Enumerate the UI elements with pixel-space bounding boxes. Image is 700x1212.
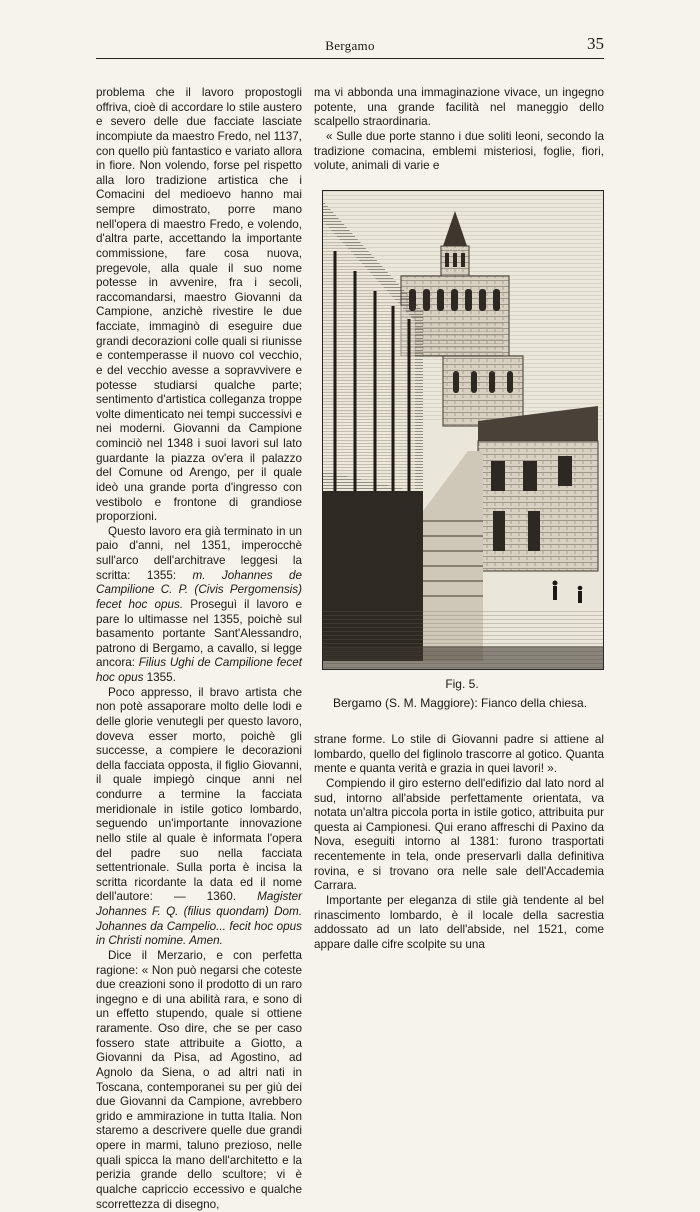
text-run: Questo lavoro era già terminato in un paio d'anni, nel 1351, imperocchè sull'arco dell'architrave leggesi la scritta: 1355:	[96, 524, 302, 582]
running-title: Bergamo	[325, 38, 375, 53]
latin-inscription: Filius Ughi de Campilione fecet hoc opus	[96, 656, 302, 684]
paragraph	[96, 525, 302, 686]
latin-inscription: Magister Johannes F. Q. (filius quondam) Dom. Johannes da Campelio... fecit hoc opus in Christi nomine. Amen.	[96, 890, 302, 948]
text-run: Proseguì il lavoro e pare lo ultimasse nel 1355, poichè sul basamento portante Sant'Alessandro, patrono di Bergamo, a cavallo, si legge ancora:	[96, 597, 302, 670]
figure-number: Fig. 5.	[445, 677, 479, 691]
paragraph	[96, 686, 302, 949]
left-column	[96, 86, 302, 1211]
paragraph: Compiendo il giro esterno dell'edifizio dal lato nord al sud, intorno all'abside perfettamente orientata, va notata un'altra piccola porta in istile gotico, attribuita pur questa ai Campionesi. Qui erano affreschi di Paxino da Nova, eseguiti intorno al 1381: furono trasportati recentemente in tela, onde preservarli dalla definitiva rovina, e si trovano ora nelle sale dell'Accademia Carrara.	[314, 776, 604, 893]
paragraph: Importante per eleganza di stile già tendente al bel rinascimento lombardo, è il locale della sacrestia addossato ad un lato dell'abside, nel 1521, come appare dalle cifre scolpite su una	[314, 893, 604, 951]
engraving-illustration	[323, 191, 603, 669]
latin-inscription: m. Johannes de Campilione C. P. (Civis Pergomensis) fecet hoc opus.	[96, 568, 302, 611]
paragraph: strane forme. Lo stile di Giovanni padre si attiene al lombardo, quello del figlinolo trascorre al gotico. Quanta mente e quanta verità e grazia in quei lavori! ».	[314, 733, 604, 776]
right-column-bottom	[314, 733, 604, 952]
text-run: Poco appresso, il bravo artista che non potè assaporare molto delle lodi e delle glorie venutegli per questo lavoro, doveva esser morto, poichè gli successe, a compiere le decorazioni della facciata opposta, il figlio Giovanni, il quale impiegò cinque anni nel condurre a termine la facciata meridionale in istile gotico lombardo, seguendo un'importante innovazione nello stile al quale è informata l'opera del padre suo nella facciata settentrionale. Sulla porta è incisa la scritta ricordante la data ed il nome dell'autore: — 1360.	[96, 685, 302, 904]
page-number: 35	[587, 34, 604, 53]
right-column-top	[314, 86, 604, 174]
church-engraving	[322, 190, 604, 670]
text-run: 1355.	[143, 671, 176, 684]
paragraph: problema che il lavoro propostogli offriva, cioè di accordare lo stile austero e severo delle due facciate lasciate incompiute da maestro Fredo, nel 1137, con quello più fantastico e variato allora in fiore. Non volendo, forse pel rispetto alla loro tradizione artistica che i Comacini del medioevo hanno mai sempre dimostrato, porre mano nell'opera di maestro Fredo, e volendo, d'altra parte, accettando la importante commissione, fare cosa nuova, pregevole, alla quale il suo nome potesse in avvenire, fra i secoli, raccomandarsi, maestro Giovanni da Campione, anzichè rivestire le due facciate, immaginò di eseguire due grandi decorazioni colle quali si riunisse e contemperasse il nuovo col vecchio, e del vecchio avesse a sopravvivere e potesse studiarsi qualche parte; sentimento d'artistica colleganza troppe volte dimenticato nei tempi successivi e nei moderni. Giovanni da Campione cominciò nel 1348 i suoi lavori sul lato guardante la piazza ov'era il palazzo del Comune od Arengo, per il quale ideò una grande porta d'ingresso con vestibolo e frontone di grandiose proporzioni.	[96, 86, 302, 524]
paragraph: « Sulle due porte stanno i due soliti leoni, secondo la tradizione comacina, emblemi misteriosi, foglie, fiori, volute, animali di varie e	[314, 129, 604, 173]
paragraph: Dice il Merzario, e con perfetta ragione: « Non può negarsi che coteste due creazioni sono il prodotto di un raro ingegno e di una abilità rara, e sono di un effetto stupendo, quale si ottiene raramente. Oso dire, che se per caso fossero state attribuite a Giotto, a Giovanni da Pisa, ad Agostino, ad Agnolo da Siena, o ad altri nati in Toscana, contemporanei su per giù dei due Giovanni da Campione, avrebbero grido e ammirazione in tutta Italia. Non staremo a descrivere quelle due grandi opere in marmi, taluno prezioso, nelle quali spicca la mano dell'architetto e la perizia grande dello scultore; vi è qualche capriccio eccessivo e qualche scorrettezza di disegno,	[96, 948, 302, 1211]
figure-caption: Bergamo (S. M. Maggiore): Fianco della chiesa.	[332, 696, 588, 710]
page-header	[96, 36, 604, 59]
paragraph: ma vi abbonda una immaginazione vivace, un ingegno potente, una grande facilità nel maneggio dello scalpello straordinaria.	[314, 86, 604, 129]
